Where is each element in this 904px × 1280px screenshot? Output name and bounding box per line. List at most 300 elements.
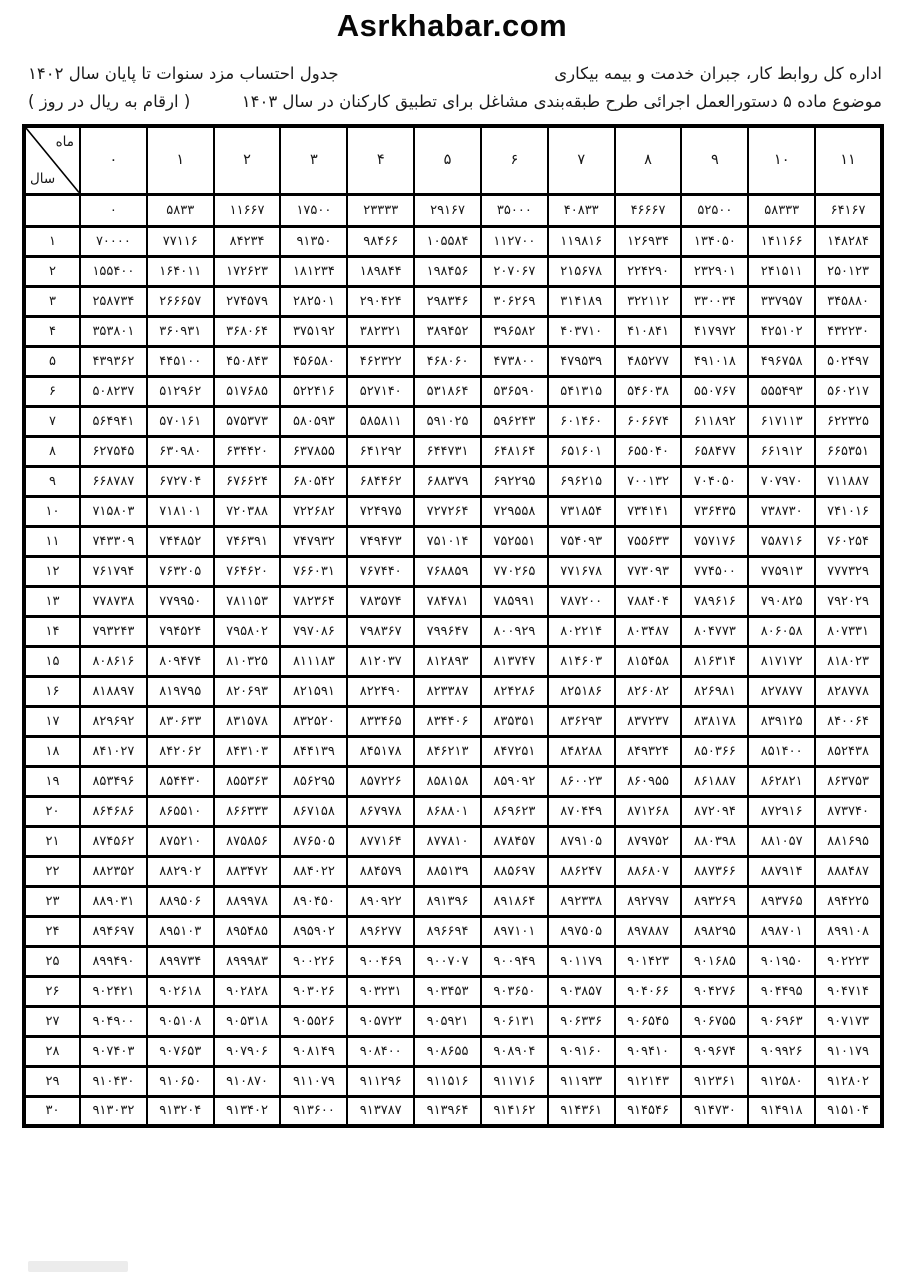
value-cell: ۳۳۷۹۵۷ (748, 286, 815, 316)
value-cell: ۲۹۸۳۴۶ (414, 286, 481, 316)
value-cell: ۹۸۴۶۶ (347, 226, 414, 256)
value-cell: ۸۳۴۴۰۶ (414, 706, 481, 736)
scan-artifact-smudge (28, 1261, 128, 1272)
value-cell: ۷۲۴۹۷۵ (347, 496, 414, 526)
year-cell: ۱۲ (24, 556, 80, 586)
value-cell: ۷۵۲۵۵۱ (481, 526, 548, 556)
value-cell: ۹۰۸۹۰۴ (481, 1036, 548, 1066)
value-cell: ۸۹۹۴۹۰ (80, 946, 147, 976)
value-cell: ۸۹۱۳۹۶ (414, 886, 481, 916)
value-cell: ۹۰۹۱۶۰ (548, 1036, 615, 1066)
year-cell: ۸ (24, 436, 80, 466)
value-cell: ۸۹۵۴۸۵ (214, 916, 281, 946)
value-cell: ۹۰۹۹۲۶ (748, 1036, 815, 1066)
value-cell: ۷۴۱۰۱۶ (815, 496, 882, 526)
value-cell: ۹۱۳۰۳۲ (80, 1096, 147, 1126)
value-cell: ۸۷۵۲۱۰ (147, 826, 214, 856)
value-cell: ۷۸۴۷۸۱ (414, 586, 481, 616)
month-column-header: ۱۱ (815, 126, 882, 194)
value-cell: ۱۸۱۲۳۴ (280, 256, 347, 286)
value-cell: ۲۴۱۵۱۱ (748, 256, 815, 286)
value-cell: ۵۹۱۰۲۵ (414, 406, 481, 436)
value-cell: ۴۳۹۳۶۲ (80, 346, 147, 376)
value-cell: ۸۱۲۰۳۷ (347, 646, 414, 676)
value-cell: ۹۱۲۵۸۰ (748, 1066, 815, 1096)
value-cell: ۸۲۶۰۸۲ (615, 676, 682, 706)
header-line-2 (28, 92, 882, 111)
value-cell: ۸۹۷۱۰۱ (481, 916, 548, 946)
value-cell: ۸۸۳۴۷۲ (214, 856, 281, 886)
value-cell: ۹۰۳۴۵۳ (414, 976, 481, 1006)
value-cell: ۸۵۸۱۵۸ (414, 766, 481, 796)
table-row (24, 856, 882, 886)
value-cell: ۵۶۴۹۴۱ (80, 406, 147, 436)
year-cell: ۱۸ (24, 736, 80, 766)
value-cell: ۳۶۸۰۶۴ (214, 316, 281, 346)
value-cell: ۸۰۰۹۲۹ (481, 616, 548, 646)
value-cell: ۵۰۸۲۳۷ (80, 376, 147, 406)
value-cell: ۹۱۴۱۶۲ (481, 1096, 548, 1126)
value-cell: ۸۱۷۱۷۲ (748, 646, 815, 676)
value-cell: ۵۳۱۸۶۴ (414, 376, 481, 406)
table-row (24, 676, 882, 706)
value-cell: ۹۰۶۱۳۱ (481, 1006, 548, 1036)
value-cell: ۸۳۹۱۲۵ (748, 706, 815, 736)
table-row (24, 1096, 882, 1126)
value-cell: ۲۳۳۳۳ (347, 194, 414, 226)
value-cell: ۸۶۷۱۵۸ (280, 796, 347, 826)
value-cell: ۹۱۳۹۶۴ (414, 1096, 481, 1126)
value-cell: ۹۰۰۹۴۹ (481, 946, 548, 976)
value-cell: ۹۰۲۴۲۱ (80, 976, 147, 1006)
value-cell: ۷۶۳۲۰۵ (147, 556, 214, 586)
table-row (24, 826, 882, 856)
value-cell: ۸۹۱۸۶۴ (481, 886, 548, 916)
value-cell: ۹۰۱۹۵۰ (748, 946, 815, 976)
value-cell: ۶۶۱۹۱۲ (748, 436, 815, 466)
value-cell: ۶۵۱۶۰۱ (548, 436, 615, 466)
value-cell: ۹۰۷۱۷۳ (815, 1006, 882, 1036)
value-cell: ۸۹۷۵۰۵ (548, 916, 615, 946)
month-column-header: ۸ (615, 126, 682, 194)
table-row (24, 256, 882, 286)
value-cell: ۷۷۹۹۵۰ (147, 586, 214, 616)
value-cell: ۳۲۲۱۱۲ (615, 286, 682, 316)
value-cell: ۸۴۳۱۰۳ (214, 736, 281, 766)
value-cell: ۸۲۴۲۸۶ (481, 676, 548, 706)
value-cell: ۹۰۹۶۷۴ (681, 1036, 748, 1066)
value-cell: ۹۰۱۱۷۹ (548, 946, 615, 976)
value-cell: ۶۲۲۳۲۵ (815, 406, 882, 436)
value-cell: ۳۶۰۹۳۱ (147, 316, 214, 346)
value-cell: ۸۹۶۶۹۴ (414, 916, 481, 946)
value-cell: ۶۸۰۵۴۲ (280, 466, 347, 496)
value-cell: ۸۸۵۱۳۹ (414, 856, 481, 886)
value-cell: ۶۵۵۰۴۰ (615, 436, 682, 466)
value-cell: ۳۸۹۴۵۲ (414, 316, 481, 346)
value-cell: ۴۹۱۰۱۸ (681, 346, 748, 376)
value-cell: ۸۸۴۵۷۹ (347, 856, 414, 886)
value-cell: ۹۰۰۴۶۹ (347, 946, 414, 976)
value-cell: ۸۹۴۲۲۵ (815, 886, 882, 916)
value-cell: ۹۱۰۱۷۹ (815, 1036, 882, 1066)
value-cell: ۹۱۱۷۱۶ (481, 1066, 548, 1096)
value-cell: ۳۸۲۳۲۱ (347, 316, 414, 346)
value-cell: ۸۱۸۸۹۷ (80, 676, 147, 706)
value-cell: ۷۸۱۱۵۳ (214, 586, 281, 616)
value-cell: ۹۰۷۶۵۳ (147, 1036, 214, 1066)
value-cell: ۸۴۲۳۴ (214, 226, 281, 256)
month-column-header: ۹ (681, 126, 748, 194)
value-cell: ۴۴۵۱۰۰ (147, 346, 214, 376)
year-cell: ۱ (24, 226, 80, 256)
value-cell: ۴۶۸۰۶۰ (414, 346, 481, 376)
value-cell: ۵۲۵۰۰ (681, 194, 748, 226)
value-cell: ۹۰۵۷۲۳ (347, 1006, 414, 1036)
value-cell: ۵۴۶۰۳۸ (615, 376, 682, 406)
value-cell: ۸۷۲۰۹۴ (681, 796, 748, 826)
value-cell: ۸۰۴۷۷۳ (681, 616, 748, 646)
value-cell: ۷۲۷۲۶۴ (414, 496, 481, 526)
unit-note-text: ( ارقام به ریال در روز ) (28, 92, 191, 111)
value-cell: ۹۱۳۷۸۷ (347, 1096, 414, 1126)
year-cell: ۲۶ (24, 976, 80, 1006)
value-cell: ۸۱۶۳۱۴ (681, 646, 748, 676)
value-cell: ۹۰۲۶۱۸ (147, 976, 214, 1006)
value-cell: ۸۲۰۶۹۳ (214, 676, 281, 706)
value-cell: ۲۱۵۶۷۸ (548, 256, 615, 286)
table-row (24, 406, 882, 436)
value-cell: ۵۷۰۱۶۱ (147, 406, 214, 436)
value-cell: ۴۰۸۳۳ (548, 194, 615, 226)
value-cell: ۷۶۷۴۴۰ (347, 556, 414, 586)
table-row (24, 976, 882, 1006)
table-row (24, 556, 882, 586)
value-cell: ۸۶۶۳۳۳ (214, 796, 281, 826)
month-column-header: ۱۰ (748, 126, 815, 194)
value-cell: ۷۹۴۵۲۴ (147, 616, 214, 646)
value-cell: ۲۹۰۴۲۴ (347, 286, 414, 316)
value-cell: ۸۸۹۹۷۸ (214, 886, 281, 916)
value-cell: ۸۶۲۸۲۱ (748, 766, 815, 796)
value-cell: ۵۲۲۴۱۶ (280, 376, 347, 406)
value-cell: ۴۱۷۹۷۲ (681, 316, 748, 346)
value-cell: ۶۹۶۲۱۵ (548, 466, 615, 496)
value-cell: ۹۱۱۵۱۶ (414, 1066, 481, 1096)
value-cell: ۸۹۲۷۹۷ (615, 886, 682, 916)
year-cell: ۱۶ (24, 676, 80, 706)
value-cell: ۸۳۸۱۷۸ (681, 706, 748, 736)
value-cell: ۷۷۳۰۹۳ (615, 556, 682, 586)
value-cell: ۸۲۸۷۷۸ (815, 676, 882, 706)
value-cell: ۸۳۰۶۳۳ (147, 706, 214, 736)
month-column-header: ۶ (481, 126, 548, 194)
value-cell: ۶۰۶۶۷۴ (615, 406, 682, 436)
value-cell: ۱۲۶۹۳۴ (615, 226, 682, 256)
value-cell: ۹۱۱۲۹۶ (347, 1066, 414, 1096)
value-cell: ۸۷۹۷۵۲ (615, 826, 682, 856)
value-cell: ۹۰۶۹۶۳ (748, 1006, 815, 1036)
value-cell: ۹۰۳۶۵۰ (481, 976, 548, 1006)
value-cell: ۶۹۲۲۹۵ (481, 466, 548, 496)
value-cell: ۷۴۴۸۵۲ (147, 526, 214, 556)
value-cell: ۷۵۸۷۱۶ (748, 526, 815, 556)
value-cell: ۷۷۸۷۳۸ (80, 586, 147, 616)
value-cell: ۷۷۴۵۰۰ (681, 556, 748, 586)
year-cell: ۷ (24, 406, 80, 436)
value-cell: ۷۸۳۵۷۴ (347, 586, 414, 616)
value-cell: ۷۹۷۰۸۶ (280, 616, 347, 646)
value-cell: ۹۰۹۴۱۰ (615, 1036, 682, 1066)
value-cell: ۶۳۰۹۸۰ (147, 436, 214, 466)
seniority-wage-table (22, 124, 884, 1128)
value-cell: ۹۱۱۰۷۹ (280, 1066, 347, 1096)
year-cell: ۲۷ (24, 1006, 80, 1036)
value-cell: ۷۲۲۶۸۲ (280, 496, 347, 526)
value-cell: ۷۶۰۲۵۴ (815, 526, 882, 556)
org-name-text: اداره کل روابط کار، جبران خدمت و بیمه بیکاری (554, 64, 882, 83)
table-row (24, 886, 882, 916)
table-row (24, 526, 882, 556)
table-row (24, 346, 882, 376)
table-row (24, 736, 882, 766)
value-cell: ۸۳۵۳۵۱ (481, 706, 548, 736)
value-cell: ۶۴۱۶۷ (815, 194, 882, 226)
value-cell: ۳۵۳۸۰۱ (80, 316, 147, 346)
value-cell: ۵۸۳۳۳ (748, 194, 815, 226)
month-column-header: ۰ (80, 126, 147, 194)
value-cell: ۸۷۹۱۰۵ (548, 826, 615, 856)
month-column-header: ۱ (147, 126, 214, 194)
year-cell: ۵ (24, 346, 80, 376)
value-cell: ۶۳۴۴۲۰ (214, 436, 281, 466)
value-cell: ۸۲۵۱۸۶ (548, 676, 615, 706)
value-cell: ۹۱۴۳۶۱ (548, 1096, 615, 1126)
value-cell: ۸۴۸۲۸۸ (548, 736, 615, 766)
value-cell: ۷۶۶۰۳۱ (280, 556, 347, 586)
value-cell: ۹۰۴۹۰۰ (80, 1006, 147, 1036)
value-cell: ۶۵۸۴۷۷ (681, 436, 748, 466)
value-cell: ۲۸۲۵۰۱ (280, 286, 347, 316)
value-cell: ۷۹۵۸۰۲ (214, 616, 281, 646)
value-cell: ۱۶۴۰۱۱ (147, 256, 214, 286)
value-cell: ۵۰۲۴۹۷ (815, 346, 882, 376)
value-cell: ۹۱۳۲۰۴ (147, 1096, 214, 1126)
value-cell: ۸۴۱۰۲۷ (80, 736, 147, 766)
value-cell: ۱۸۹۸۴۴ (347, 256, 414, 286)
value-cell: ۸۹۳۷۶۵ (748, 886, 815, 916)
value-cell: ۹۰۴۴۹۵ (748, 976, 815, 1006)
value-cell: ۸۰۸۶۱۶ (80, 646, 147, 676)
year-cell: ۱۰ (24, 496, 80, 526)
value-cell: ۸۵۲۴۳۸ (815, 736, 882, 766)
value-cell: ۷۳۱۸۵۴ (548, 496, 615, 526)
value-cell: ۸۹۳۲۶۹ (681, 886, 748, 916)
value-cell: ۷۲۰۳۸۸ (214, 496, 281, 526)
value-cell: ۸۸۱۰۵۷ (748, 826, 815, 856)
value-cell: ۸۵۳۴۹۶ (80, 766, 147, 796)
value-cell: ۹۱۳۶۰۰ (280, 1096, 347, 1126)
value-cell: ۲۲۴۲۹۰ (615, 256, 682, 286)
value-cell: ۷۷۷۳۲۹ (815, 556, 882, 586)
value-cell: ۸۱۱۱۸۳ (280, 646, 347, 676)
value-cell: ۷۹۳۲۴۳ (80, 616, 147, 646)
value-cell: ۱۳۴۰۵۰ (681, 226, 748, 256)
value-cell: ۹۰۵۹۲۱ (414, 1006, 481, 1036)
value-cell: ۸۹۵۹۰۲ (280, 916, 347, 946)
value-cell: ۱۰۵۵۸۴ (414, 226, 481, 256)
value-cell: ۷۴۷۹۳۲ (280, 526, 347, 556)
value-cell: ۸۳۶۲۹۳ (548, 706, 615, 736)
value-cell: ۵۱۷۶۸۵ (214, 376, 281, 406)
value-cell: ۲۶۶۶۵۷ (147, 286, 214, 316)
value-cell: ۷۸۲۳۶۴ (280, 586, 347, 616)
value-cell: ۷۶۴۶۲۰ (214, 556, 281, 586)
value-cell: ۸۹۸۲۹۵ (681, 916, 748, 946)
value-cell: ۳۴۵۸۸۰ (815, 286, 882, 316)
value-cell: ۸۵۵۳۶۳ (214, 766, 281, 796)
value-cell: ۱۷۵۰۰ (280, 194, 347, 226)
value-cell: ۸۰۲۲۱۴ (548, 616, 615, 646)
value-cell: ۷۷۰۲۶۵ (481, 556, 548, 586)
value-cell: ۸۱۴۶۰۳ (548, 646, 615, 676)
value-cell: ۹۱۰۶۵۰ (147, 1066, 214, 1096)
month-header-row (24, 126, 882, 194)
value-cell: ۸۱۳۷۴۷ (481, 646, 548, 676)
value-cell: ۵۷۵۳۷۳ (214, 406, 281, 436)
year-cell: ۲ (24, 256, 80, 286)
value-cell: ۳۹۶۵۸۲ (481, 316, 548, 346)
value-cell: ۹۰۸۴۰۰ (347, 1036, 414, 1066)
month-column-header: ۲ (214, 126, 281, 194)
value-cell: ۸۴۶۲۱۳ (414, 736, 481, 766)
value-cell: ۸۹۲۳۳۸ (548, 886, 615, 916)
value-cell: ۳۳۰۰۳۴ (681, 286, 748, 316)
value-cell: ۱۴۱۱۶۶ (748, 226, 815, 256)
value-cell: ۴۶۶۶۷ (615, 194, 682, 226)
value-cell: ۷۸۷۲۰۰ (548, 586, 615, 616)
value-cell: ۱۴۸۲۸۴ (815, 226, 882, 256)
value-cell: ۸۹۰۹۲۲ (347, 886, 414, 916)
value-cell: ۹۱۲۱۴۳ (615, 1066, 682, 1096)
value-cell: ۸۸۲۳۵۲ (80, 856, 147, 886)
value-cell: ۵۲۷۱۴۰ (347, 376, 414, 406)
value-cell: ۵۴۱۳۱۵ (548, 376, 615, 406)
value-cell: ۴۳۲۲۳۰ (815, 316, 882, 346)
month-column-header: ۴ (347, 126, 414, 194)
value-cell: ۷۸۸۴۰۴ (615, 586, 682, 616)
value-cell: ۹۰۴۰۶۶ (615, 976, 682, 1006)
year-cell: ۲۴ (24, 916, 80, 946)
value-cell: ۱۷۲۶۲۳ (214, 256, 281, 286)
value-cell: ۷۴۹۴۷۳ (347, 526, 414, 556)
value-cell: ۴۵۰۸۴۳ (214, 346, 281, 376)
value-cell: ۸۵۶۲۹۵ (280, 766, 347, 796)
year-cell: ۳۰ (24, 1096, 80, 1126)
value-cell: ۳۱۴۱۸۹ (548, 286, 615, 316)
value-cell: ۷۰۷۹۷۰ (748, 466, 815, 496)
table-title-text: جدول احتساب مزد سنوات تا پایان سال ۱۴۰۲ (28, 64, 339, 83)
value-cell: ۱۹۸۴۵۶ (414, 256, 481, 286)
value-cell: ۹۱۴۷۳۰ (681, 1096, 748, 1126)
table-body (24, 194, 882, 1126)
value-cell: ۷۹۰۸۲۵ (748, 586, 815, 616)
value-cell: ۷۴۶۳۹۱ (214, 526, 281, 556)
value-cell: ۸۶۷۹۷۸ (347, 796, 414, 826)
value-cell: ۷۵۷۱۷۶ (681, 526, 748, 556)
year-cell: ۱۵ (24, 646, 80, 676)
value-cell: ۹۱۴۵۴۶ (615, 1096, 682, 1126)
value-cell: ۷۷۱۱۶ (147, 226, 214, 256)
value-cell: ۷۴۳۳۰۹ (80, 526, 147, 556)
value-cell: ۸۱۲۸۹۳ (414, 646, 481, 676)
year-cell: ۲۳ (24, 886, 80, 916)
value-cell: ۶۴۱۲۹۲ (347, 436, 414, 466)
value-cell: ۸۸۱۶۹۵ (815, 826, 882, 856)
value-cell: ۷۸۵۹۹۱ (481, 586, 548, 616)
value-cell: ۹۰۵۵۲۶ (280, 1006, 347, 1036)
value-cell: ۸۲۱۵۹۱ (280, 676, 347, 706)
value-cell: ۸۱۹۷۹۵ (147, 676, 214, 706)
value-cell: ۸۶۰۹۵۵ (615, 766, 682, 796)
value-cell: ۹۰۵۱۰۸ (147, 1006, 214, 1036)
value-cell: ۸۱۰۳۲۵ (214, 646, 281, 676)
value-cell: ۹۱۳۵۰ (280, 226, 347, 256)
value-cell: ۷۰۰۰۰ (80, 226, 147, 256)
value-cell: ۵۹۶۲۴۳ (481, 406, 548, 436)
value-cell: ۸۰۶۰۵۸ (748, 616, 815, 646)
value-cell: ۷۲۹۵۵۸ (481, 496, 548, 526)
year-cell: ۶ (24, 376, 80, 406)
value-cell: ۷۶۸۸۵۹ (414, 556, 481, 586)
value-cell: ۴۷۹۵۳۹ (548, 346, 615, 376)
value-cell: ۸۴۹۳۲۴ (615, 736, 682, 766)
value-cell: ۵۵۵۴۹۳ (748, 376, 815, 406)
value-cell: ۷۵۵۶۳۳ (615, 526, 682, 556)
value-cell: ۷۱۱۸۸۷ (815, 466, 882, 496)
value-cell: ۶۸۴۴۶۲ (347, 466, 414, 496)
value-cell: ۸۲۳۳۸۷ (414, 676, 481, 706)
value-cell: ۹۰۲۸۲۸ (214, 976, 281, 1006)
value-cell: ۹۰۷۴۰۳ (80, 1036, 147, 1066)
value-cell: ۴۸۵۲۷۷ (615, 346, 682, 376)
value-cell: ۶۷۶۶۲۴ (214, 466, 281, 496)
value-cell: ۸۷۶۵۰۵ (280, 826, 347, 856)
value-cell: ۵۸۵۸۱۱ (347, 406, 414, 436)
value-cell: ۹۰۱۴۲۳ (615, 946, 682, 976)
value-cell: ۰ (80, 194, 147, 226)
value-cell: ۱۵۵۴۰۰ (80, 256, 147, 286)
value-cell: ۸۵۰۳۶۶ (681, 736, 748, 766)
year-cell: ۲۰ (24, 796, 80, 826)
table-row (24, 1066, 882, 1096)
value-cell: ۸۸۸۴۸۷ (815, 856, 882, 886)
value-cell: ۸۹۷۸۸۷ (615, 916, 682, 946)
value-cell: ۴۵۶۵۸۰ (280, 346, 347, 376)
table-row (24, 286, 882, 316)
value-cell: ۹۰۷۹۰۶ (214, 1036, 281, 1066)
value-cell: ۸۹۹۹۸۳ (214, 946, 281, 976)
value-cell: ۴۶۲۳۲۲ (347, 346, 414, 376)
value-cell: ۱۱۶۶۷ (214, 194, 281, 226)
value-cell: ۸۸۶۸۰۷ (615, 856, 682, 886)
table-row (24, 436, 882, 466)
value-cell: ۸۳۳۴۶۵ (347, 706, 414, 736)
table-row (24, 796, 882, 826)
value-cell: ۸۸۷۳۶۶ (681, 856, 748, 886)
year-cell: ۲۹ (24, 1066, 80, 1096)
value-cell: ۹۱۰۴۳۰ (80, 1066, 147, 1096)
